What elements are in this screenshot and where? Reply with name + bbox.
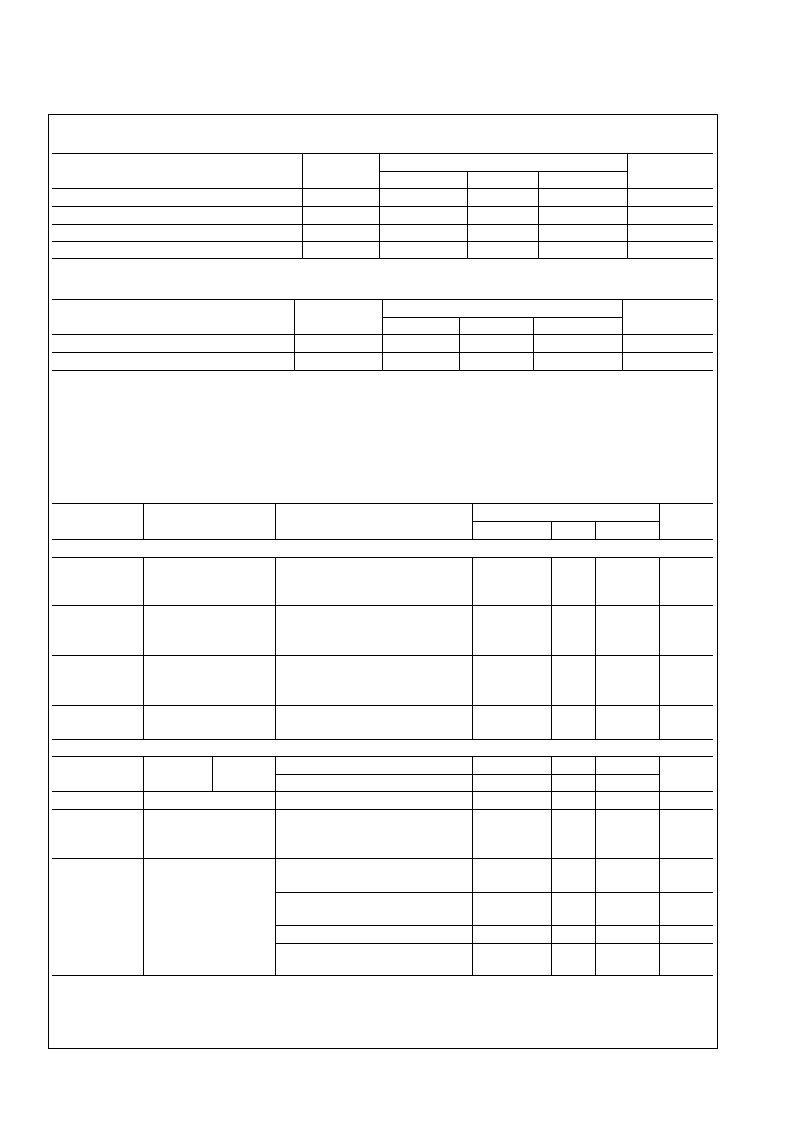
table-2-subheader-rule xyxy=(382,317,622,318)
table-3-section-rule xyxy=(52,756,713,757)
table-3-row-rule xyxy=(52,858,713,859)
table-3-col-rule xyxy=(472,756,473,976)
table-2-col-rule xyxy=(382,299,383,371)
table-3-header-bottom-rule xyxy=(52,539,713,540)
table-3-col-rule xyxy=(143,557,144,740)
table-3-row-rule xyxy=(52,655,713,656)
table-3-subcol-rule xyxy=(551,521,552,540)
table-1-col-rule xyxy=(627,153,628,259)
table-1-subcol-rule xyxy=(467,171,468,259)
table-3-col-rule xyxy=(275,503,276,540)
table-3-col-rule xyxy=(595,756,596,976)
table-3-section-rule xyxy=(52,557,713,558)
table-3-col-rule xyxy=(551,756,552,976)
table-2-subcol-rule xyxy=(533,317,534,371)
table-3-col-rule xyxy=(143,503,144,540)
table-1-row-rule xyxy=(52,224,713,225)
table-3-col-rule xyxy=(595,557,596,740)
table-3-row-rule xyxy=(52,809,713,810)
table-3-col-rule xyxy=(551,557,552,740)
table-3-row-rule xyxy=(275,892,713,893)
table-3-top-rule xyxy=(52,503,713,504)
table-3-col-rule xyxy=(472,503,473,540)
table-3-col-rule xyxy=(212,756,213,792)
table-1-header-bottom-rule xyxy=(52,188,713,189)
table-1-row-rule xyxy=(52,241,713,242)
table-3-col-rule xyxy=(659,557,660,740)
table-3-row-rule xyxy=(52,739,713,740)
table-1-top-rule xyxy=(52,153,713,154)
table-3-row-rule xyxy=(52,791,713,792)
table-1-col-rule xyxy=(302,153,303,259)
table-3-row-rule xyxy=(52,705,713,706)
table-3-col-rule xyxy=(275,557,276,740)
table-3-subcol-rule xyxy=(595,521,596,540)
table-3-col-rule xyxy=(472,557,473,740)
table-3-row-rule xyxy=(275,774,659,775)
table-3-col-rule xyxy=(143,756,144,976)
table-2-col-rule xyxy=(622,299,623,371)
table-3-col-rule xyxy=(659,503,660,540)
table-3-row-rule xyxy=(275,943,713,944)
table-1-col-rule xyxy=(379,153,380,259)
table-3-col-rule xyxy=(275,756,276,976)
table-3-col-rule xyxy=(659,756,660,976)
table-1-subcol-rule xyxy=(538,171,539,259)
table-1-row-rule xyxy=(52,206,713,207)
table-2-subcol-rule xyxy=(459,317,460,371)
table-2-col-rule xyxy=(294,299,295,371)
page-frame xyxy=(48,114,718,1049)
table-3-subheader-rule xyxy=(472,521,659,522)
table-3-row-rule xyxy=(275,925,713,926)
table-1-bottom-rule xyxy=(52,258,713,259)
table-3-row-rule xyxy=(52,605,713,606)
table-3-bottom-rule xyxy=(52,975,713,976)
table-1-subheader-rule xyxy=(379,171,627,172)
